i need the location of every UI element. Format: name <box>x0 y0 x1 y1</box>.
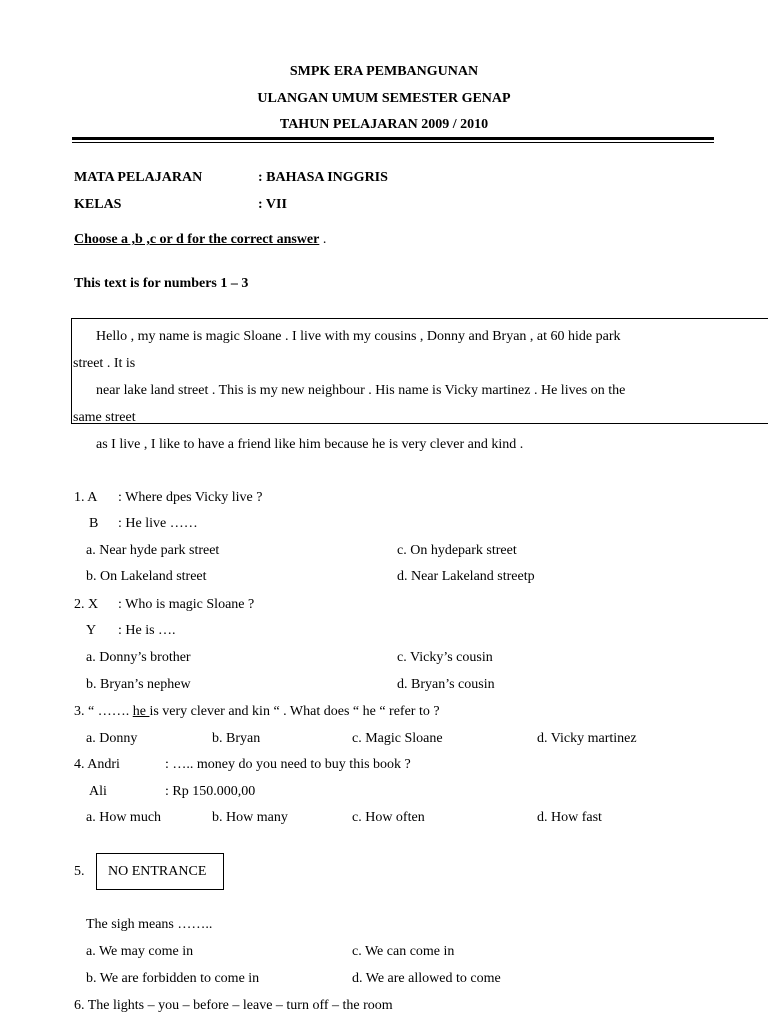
q3-option-b[interactable]: b. Bryan <box>212 731 261 746</box>
q4-speaker-b: Ali <box>89 784 107 799</box>
q4-option-b[interactable]: b. How many <box>212 810 288 825</box>
q5-stem: The sigh means …….. <box>86 917 213 932</box>
q3-option-c[interactable]: c. Magic Sloane <box>352 731 443 746</box>
q3-underlined-word: he <box>132 704 150 719</box>
passage-line: Hello , my name is magic Sloane . I live with my cousins , Donny and Bryan , at 60 hide park <box>96 329 621 344</box>
q5-sign-text: NO ENTRANCE <box>108 864 207 879</box>
q3-prefix: 3. “ ……. <box>74 704 133 719</box>
instruction-text: Choose a ,b ,c or d for the correct answer <box>74 232 320 247</box>
q4-speaker-b-text: : Rp 150.000,00 <box>165 784 256 799</box>
academic-year: TAHUN PELAJARAN 2009 / 2010 <box>279 117 489 132</box>
q2-speaker-b: Y <box>86 623 97 638</box>
passage-line: street . It is <box>73 356 136 371</box>
q6-stem: 6. The lights – you – before – leave – turn off – the room <box>74 998 393 1013</box>
class-label: KELAS <box>74 197 122 212</box>
q3-stem <box>74 704 440 720</box>
q4-speaker-a: 4. Andri <box>74 757 120 772</box>
q1-option-c[interactable]: c. On hydepark street <box>397 543 517 558</box>
header-rule-thick <box>72 137 714 140</box>
q5-option-d[interactable]: d. We are allowed to come <box>352 971 501 986</box>
q5-number: 5. <box>74 864 85 879</box>
q2-option-c[interactable]: c. Vicky’s cousin <box>397 650 493 665</box>
q1-number: 1. A <box>74 490 98 505</box>
q4-option-a[interactable]: a. How much <box>86 810 162 825</box>
subject-label: MATA PELAJARAN <box>74 170 203 185</box>
q4-option-c[interactable]: c. How often <box>352 810 425 825</box>
q5-option-b[interactable]: b. We are forbidden to come in <box>86 971 260 986</box>
q2-number: 2. X <box>74 597 99 612</box>
instruction-trail: . <box>322 232 327 247</box>
q4-speaker-a-text: : ….. money do you need to buy this book ? <box>165 757 411 772</box>
school-name: SMPK ERA PEMBANGUNAN <box>289 64 479 79</box>
passage-line: as I live , I like to have a friend like him because he is very clever and kind . <box>96 437 524 452</box>
q5-option-c[interactable]: c. We can come in <box>352 944 455 959</box>
q3-suffix: is very clever and kin “ . What does “ he “ refer to ? <box>149 704 440 719</box>
passage-line: same street <box>73 410 136 425</box>
q4-option-d[interactable]: d. How fast <box>537 810 602 825</box>
q1-speaker-a-text: : Where dpes Vicky live ? <box>118 490 263 505</box>
q3-option-d[interactable]: d. Vicky martinez <box>537 731 637 746</box>
subject-value: : BAHASA INGGRIS <box>258 170 388 185</box>
q2-speaker-a-text: : Who is magic Sloane ? <box>118 597 255 612</box>
passage-intro: This text is for numbers 1 – 3 <box>74 276 249 291</box>
header-rule-thin <box>72 142 714 143</box>
q1-option-d[interactable]: d. Near Lakeland streetp <box>397 569 535 584</box>
q2-option-a[interactable]: a. Donny’s brother <box>86 650 191 665</box>
q2-speaker-b-text: : He is …. <box>118 623 176 638</box>
q3-option-a[interactable]: a. Donny <box>86 731 138 746</box>
class-value: : VII <box>258 197 287 212</box>
q1-speaker-b-text: : He live …… <box>118 516 198 531</box>
instruction <box>74 232 326 248</box>
passage-line: near lake land street . This is my new neighbour . His name is Vicky martinez . He lives on the <box>96 383 626 398</box>
q2-option-b[interactable]: b. Bryan’s nephew <box>86 677 191 692</box>
q1-option-b[interactable]: b. On Lakeland street <box>86 569 207 584</box>
q1-speaker-b: B <box>89 516 99 531</box>
q2-option-d[interactable]: d. Bryan’s cousin <box>397 677 495 692</box>
q5-option-a[interactable]: a. We may come in <box>86 944 194 959</box>
exam-title: ULANGAN UMUM SEMESTER GENAP <box>257 91 511 106</box>
q1-option-a[interactable]: a. Near hyde park street <box>86 543 220 558</box>
